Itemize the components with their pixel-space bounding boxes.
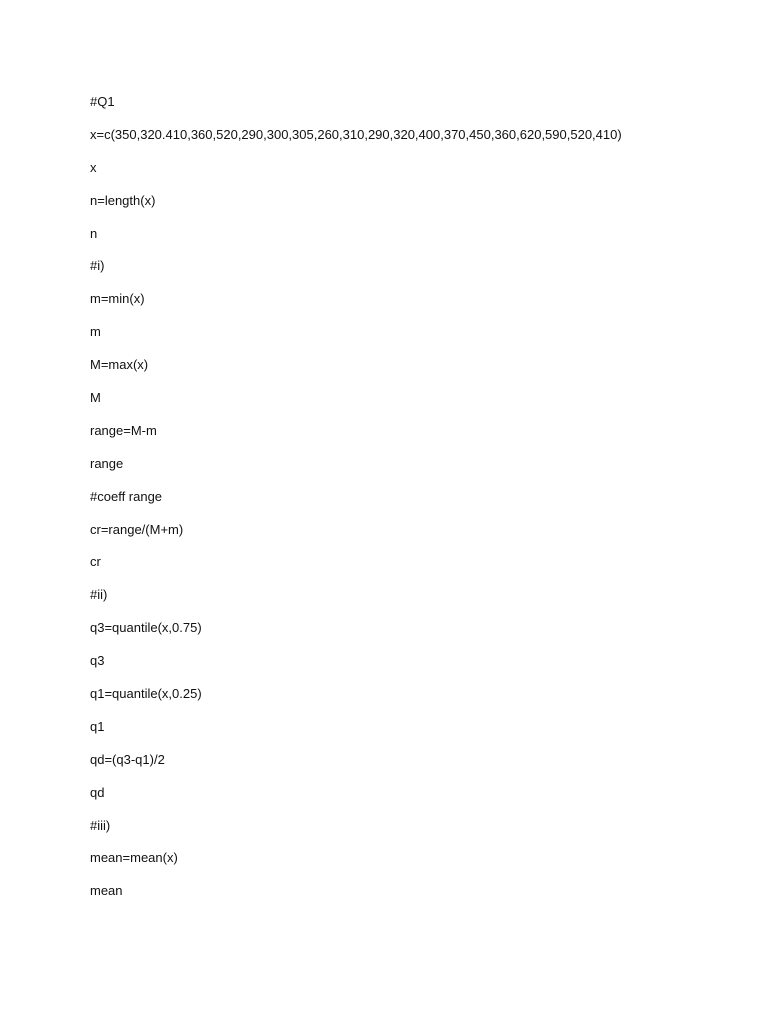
code-line-cr-assignment: cr=range/(M+m) xyxy=(90,521,184,537)
code-line-range-assignment: range=M-m xyxy=(90,422,157,438)
code-line-range: range xyxy=(90,455,124,471)
code-line-min-assignment: m=min(x) xyxy=(90,291,145,307)
code-line-q1-assignment: q1=quantile(x,0.25) xyxy=(90,686,202,702)
code-line-mean-assignment: mean=mean(x) xyxy=(90,850,178,866)
code-line-n: n xyxy=(90,225,98,241)
code-line-x: x xyxy=(90,159,97,175)
code-line-mean: mean xyxy=(90,883,123,899)
code-line-cr: cr xyxy=(90,554,101,570)
code-line-q3: q3 xyxy=(90,653,105,669)
code-line-part-iii: #iii) xyxy=(90,817,111,833)
code-line-x-assignment: x=c(350,320.410,360,520,290,300,305,260,310,290,320,400,370,450,360,620,590,520,410) xyxy=(90,126,622,142)
code-line-max-assignment: M=max(x) xyxy=(90,357,149,373)
code-line-qd: qd xyxy=(90,784,105,800)
code-line-m: m xyxy=(90,324,101,340)
code-lines xyxy=(90,92,730,914)
code-line-qd-assignment: qd=(q3-q1)/2 xyxy=(90,751,165,767)
code-line-coeff-range-comment: #coeff range xyxy=(90,488,163,504)
code-line-n-assignment: n=length(x) xyxy=(90,192,156,208)
code-line-M: M xyxy=(90,390,101,406)
code-line-q1-heading: #Q1 xyxy=(90,94,115,109)
code-line-part-ii: #ii) xyxy=(90,587,108,603)
code-line-part-i: #i) xyxy=(90,258,105,274)
code-line-q1: q1 xyxy=(90,718,105,734)
code-line-q3-assignment: q3=quantile(x,0.75) xyxy=(90,620,202,636)
